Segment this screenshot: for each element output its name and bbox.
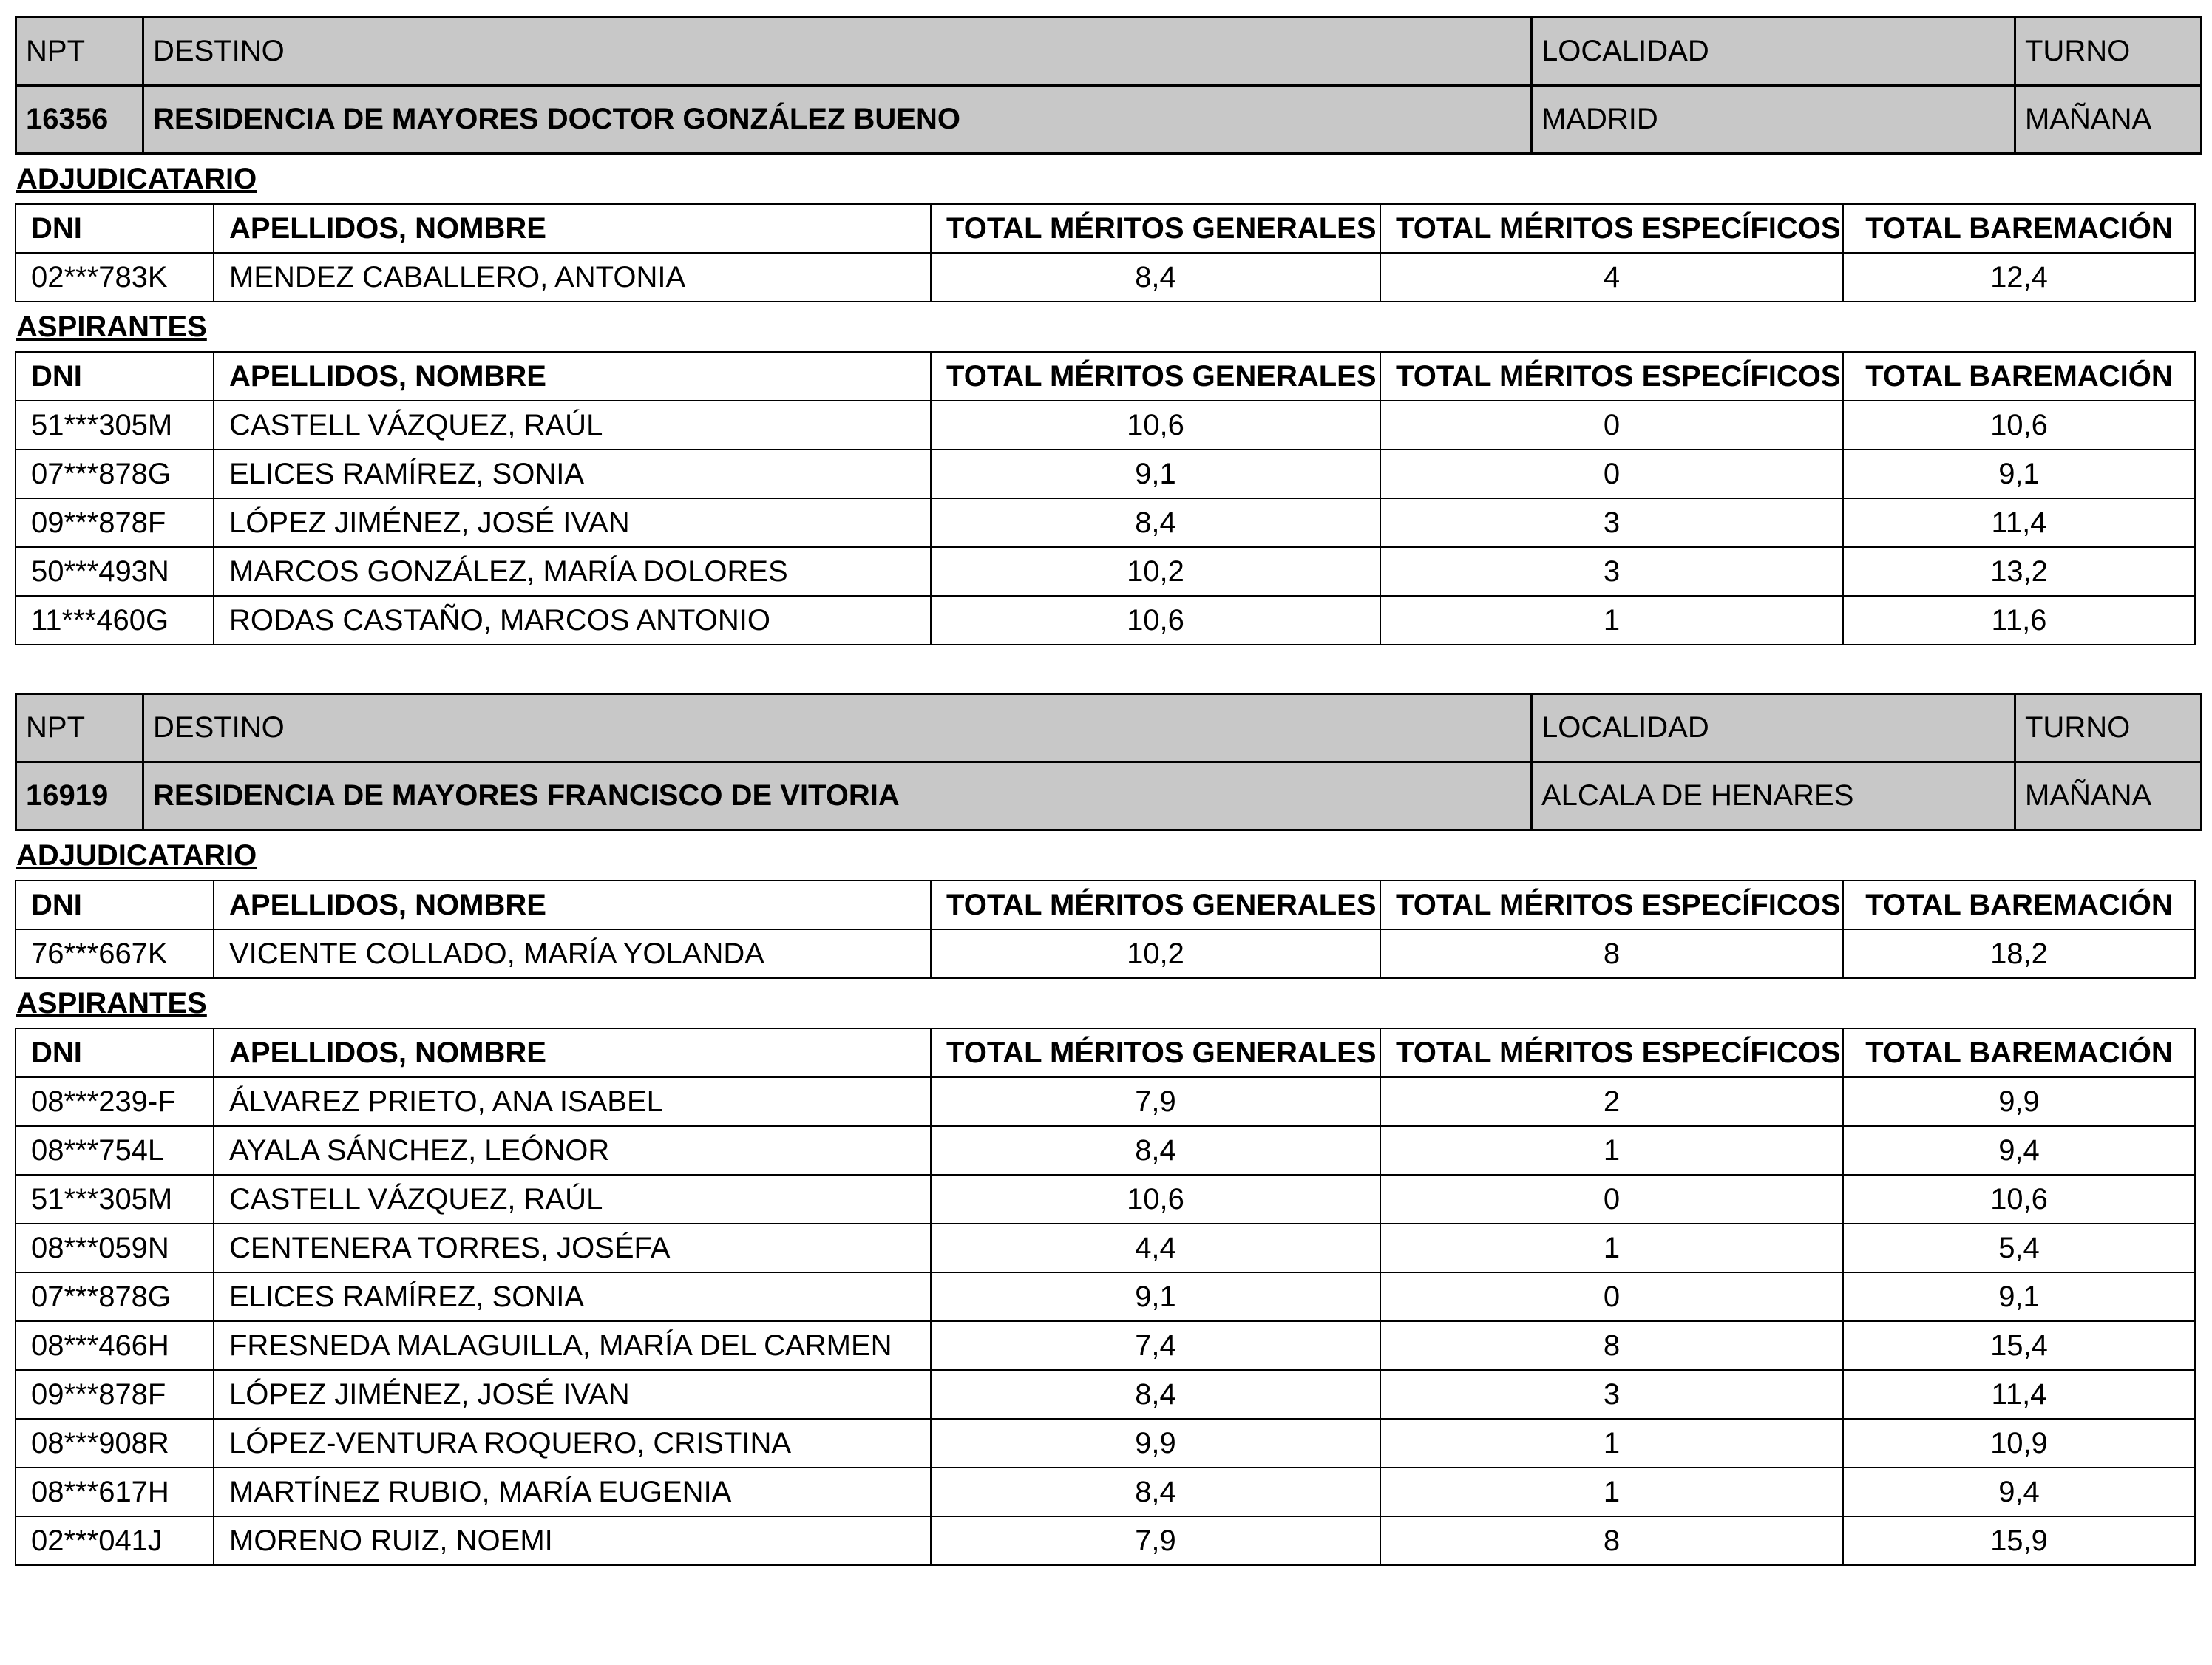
total-cell: 5,4 <box>1843 1224 2195 1272</box>
column-header-especificos: TOTAL MÉRITOS ESPECÍFICOS <box>1380 1028 1843 1077</box>
dni-cell: 07***878G <box>16 1272 214 1321</box>
column-header-especificos: TOTAL MÉRITOS ESPECÍFICOS <box>1380 204 1843 253</box>
dni-cell: 02***041J <box>16 1516 214 1565</box>
table-row <box>16 1126 2195 1175</box>
table-row <box>16 1272 2195 1321</box>
results-table <box>15 351 2196 645</box>
dni-cell: 08***466H <box>16 1321 214 1370</box>
generales-cell: 10,6 <box>931 401 1380 450</box>
results-table <box>15 203 2196 302</box>
especificos-cell: 1 <box>1380 1126 1843 1175</box>
generales-cell: 10,2 <box>931 547 1380 596</box>
name-cell: ÁLVAREZ PRIETO, ANA ISABEL <box>214 1077 931 1126</box>
name-cell: ELICES RAMÍREZ, SONIA <box>214 1272 931 1321</box>
generales-cell: 8,4 <box>931 498 1380 547</box>
column-header-dni: DNI <box>16 1028 214 1077</box>
total-cell: 10,9 <box>1843 1419 2195 1468</box>
turno-value: MAÑANA <box>2015 86 2202 154</box>
localidad-value: ALCALA DE HENARES <box>1532 762 2015 830</box>
especificos-cell: 0 <box>1380 450 1843 498</box>
table-row <box>16 1175 2195 1224</box>
total-cell: 18,2 <box>1843 929 2195 978</box>
name-cell: MARTÍNEZ RUBIO, MARÍA EUGENIA <box>214 1468 931 1516</box>
section-label-aspirantes: ASPIRANTES <box>16 311 207 343</box>
generales-cell: 8,4 <box>931 1126 1380 1175</box>
total-cell: 15,4 <box>1843 1321 2195 1370</box>
destination-block <box>15 693 2200 1566</box>
total-cell: 11,6 <box>1843 596 2195 645</box>
npt-label: NPT <box>16 694 143 762</box>
generales-cell: 8,4 <box>931 1468 1380 1516</box>
destination-block <box>15 16 2200 645</box>
column-header-apellidos: APELLIDOS, NOMBRE <box>214 1028 931 1077</box>
table-row <box>16 929 2195 978</box>
name-cell: MARCOS GONZÁLEZ, MARÍA DOLORES <box>214 547 931 596</box>
name-cell: LÓPEZ JIMÉNEZ, JOSÉ IVAN <box>214 498 931 547</box>
especificos-cell: 8 <box>1380 1321 1843 1370</box>
name-cell: RODAS CASTAÑO, MARCOS ANTONIO <box>214 596 931 645</box>
column-header-dni: DNI <box>16 204 214 253</box>
destination-header-values <box>16 86 2202 154</box>
especificos-cell: 8 <box>1380 1516 1843 1565</box>
npt-label: NPT <box>16 18 143 86</box>
generales-cell: 10,6 <box>931 1175 1380 1224</box>
generales-cell: 8,4 <box>931 1370 1380 1419</box>
section-label-adjudicatario: ADJUDICATARIO <box>16 839 257 872</box>
destino-value: RESIDENCIA DE MAYORES FRANCISCO DE VITORIA <box>143 762 1532 830</box>
dni-cell: 08***617H <box>16 1468 214 1516</box>
document <box>15 16 2200 1613</box>
destino-value: RESIDENCIA DE MAYORES DOCTOR GONZÁLEZ BUENO <box>143 86 1532 154</box>
total-cell: 10,6 <box>1843 1175 2195 1224</box>
especificos-cell: 8 <box>1380 929 1843 978</box>
name-cell: CASTELL VÁZQUEZ, RAÚL <box>214 401 931 450</box>
especificos-cell: 0 <box>1380 1272 1843 1321</box>
dni-cell: 11***460G <box>16 596 214 645</box>
destination-header <box>15 16 2202 155</box>
especificos-cell: 4 <box>1380 253 1843 302</box>
name-cell: CASTELL VÁZQUEZ, RAÚL <box>214 1175 931 1224</box>
total-cell: 9,4 <box>1843 1468 2195 1516</box>
npt-value: 16356 <box>16 86 143 154</box>
especificos-cell: 1 <box>1380 1419 1843 1468</box>
generales-cell: 7,9 <box>931 1077 1380 1126</box>
generales-cell: 4,4 <box>931 1224 1380 1272</box>
total-cell: 9,1 <box>1843 1272 2195 1321</box>
generales-cell: 9,1 <box>931 1272 1380 1321</box>
especificos-cell: 3 <box>1380 1370 1843 1419</box>
especificos-cell: 0 <box>1380 401 1843 450</box>
name-cell: ELICES RAMÍREZ, SONIA <box>214 450 931 498</box>
destination-header <box>15 693 2202 831</box>
especificos-cell: 0 <box>1380 1175 1843 1224</box>
table-row <box>16 547 2195 596</box>
column-header-generales: TOTAL MÉRITOS GENERALES <box>931 352 1380 401</box>
column-header-generales: TOTAL MÉRITOS GENERALES <box>931 1028 1380 1077</box>
destino-label: DESTINO <box>143 694 1532 762</box>
generales-cell: 10,2 <box>931 929 1380 978</box>
dni-cell: 51***305M <box>16 1175 214 1224</box>
dni-cell: 08***239-F <box>16 1077 214 1126</box>
total-cell: 10,6 <box>1843 401 2195 450</box>
section-label-aspirantes: ASPIRANTES <box>16 987 207 1020</box>
dni-cell: 76***667K <box>16 929 214 978</box>
column-header-row <box>16 204 2195 253</box>
total-cell: 9,4 <box>1843 1126 2195 1175</box>
especificos-cell: 1 <box>1380 596 1843 645</box>
column-header-apellidos: APELLIDOS, NOMBRE <box>214 352 931 401</box>
name-cell: AYALA SÁNCHEZ, LEÓNOR <box>214 1126 931 1175</box>
generales-cell: 8,4 <box>931 253 1380 302</box>
localidad-label: LOCALIDAD <box>1532 694 2015 762</box>
table-row <box>16 1077 2195 1126</box>
generales-cell: 10,6 <box>931 596 1380 645</box>
dni-cell: 08***908R <box>16 1419 214 1468</box>
total-cell: 13,2 <box>1843 547 2195 596</box>
dni-cell: 09***878F <box>16 1370 214 1419</box>
turno-label: TURNO <box>2015 18 2202 86</box>
especificos-cell: 3 <box>1380 547 1843 596</box>
turno-value: MAÑANA <box>2015 762 2202 830</box>
table-row <box>16 498 2195 547</box>
section-label-adjudicatario: ADJUDICATARIO <box>16 163 257 195</box>
column-header-baremacion: TOTAL BAREMACIÓN <box>1843 352 2195 401</box>
name-cell: MORENO RUIZ, NOEMI <box>214 1516 931 1565</box>
name-cell: MENDEZ CABALLERO, ANTONIA <box>214 253 931 302</box>
table-row <box>16 1468 2195 1516</box>
dni-cell: 09***878F <box>16 498 214 547</box>
name-cell: FRESNEDA MALAGUILLA, MARÍA DEL CARMEN <box>214 1321 931 1370</box>
table-row <box>16 1370 2195 1419</box>
especificos-cell: 3 <box>1380 498 1843 547</box>
total-cell: 11,4 <box>1843 1370 2195 1419</box>
column-header-dni: DNI <box>16 881 214 929</box>
total-cell: 12,4 <box>1843 253 2195 302</box>
table-row <box>16 596 2195 645</box>
generales-cell: 9,1 <box>931 450 1380 498</box>
name-cell: LÓPEZ-VENTURA ROQUERO, CRISTINA <box>214 1419 931 1468</box>
dni-cell: 08***059N <box>16 1224 214 1272</box>
column-header-generales: TOTAL MÉRITOS GENERALES <box>931 204 1380 253</box>
total-cell: 9,1 <box>1843 450 2195 498</box>
column-header-especificos: TOTAL MÉRITOS ESPECÍFICOS <box>1380 352 1843 401</box>
column-header-dni: DNI <box>16 352 214 401</box>
destination-header-labels <box>16 694 2202 762</box>
generales-cell: 7,4 <box>931 1321 1380 1370</box>
column-header-apellidos: APELLIDOS, NOMBRE <box>214 204 931 253</box>
table-row <box>16 1224 2195 1272</box>
total-cell: 11,4 <box>1843 498 2195 547</box>
generales-cell: 7,9 <box>931 1516 1380 1565</box>
column-header-row <box>16 1028 2195 1077</box>
column-header-baremacion: TOTAL BAREMACIÓN <box>1843 881 2195 929</box>
destino-label: DESTINO <box>143 18 1532 86</box>
table-row <box>16 1321 2195 1370</box>
dni-cell: 07***878G <box>16 450 214 498</box>
npt-value: 16919 <box>16 762 143 830</box>
localidad-value: MADRID <box>1532 86 2015 154</box>
especificos-cell: 2 <box>1380 1077 1843 1126</box>
table-row <box>16 1516 2195 1565</box>
dni-cell: 02***783K <box>16 253 214 302</box>
destination-header-labels <box>16 18 2202 86</box>
column-header-baremacion: TOTAL BAREMACIÓN <box>1843 204 2195 253</box>
column-header-apellidos: APELLIDOS, NOMBRE <box>214 881 931 929</box>
especificos-cell: 1 <box>1380 1224 1843 1272</box>
column-header-row <box>16 352 2195 401</box>
table-row <box>16 401 2195 450</box>
results-table <box>15 880 2196 979</box>
column-header-especificos: TOTAL MÉRITOS ESPECÍFICOS <box>1380 881 1843 929</box>
table-row <box>16 1419 2195 1468</box>
name-cell: CENTENERA TORRES, JOSÉFA <box>214 1224 931 1272</box>
dni-cell: 08***754L <box>16 1126 214 1175</box>
column-header-row <box>16 881 2195 929</box>
table-row <box>16 450 2195 498</box>
column-header-baremacion: TOTAL BAREMACIÓN <box>1843 1028 2195 1077</box>
generales-cell: 9,9 <box>931 1419 1380 1468</box>
dni-cell: 51***305M <box>16 401 214 450</box>
name-cell: LÓPEZ JIMÉNEZ, JOSÉ IVAN <box>214 1370 931 1419</box>
total-cell: 9,9 <box>1843 1077 2195 1126</box>
name-cell: VICENTE COLLADO, MARÍA YOLANDA <box>214 929 931 978</box>
table-row <box>16 253 2195 302</box>
destination-header-values <box>16 762 2202 830</box>
localidad-label: LOCALIDAD <box>1532 18 2015 86</box>
turno-label: TURNO <box>2015 694 2202 762</box>
total-cell: 15,9 <box>1843 1516 2195 1565</box>
column-header-generales: TOTAL MÉRITOS GENERALES <box>931 881 1380 929</box>
dni-cell: 50***493N <box>16 547 214 596</box>
especificos-cell: 1 <box>1380 1468 1843 1516</box>
results-table <box>15 1028 2196 1566</box>
